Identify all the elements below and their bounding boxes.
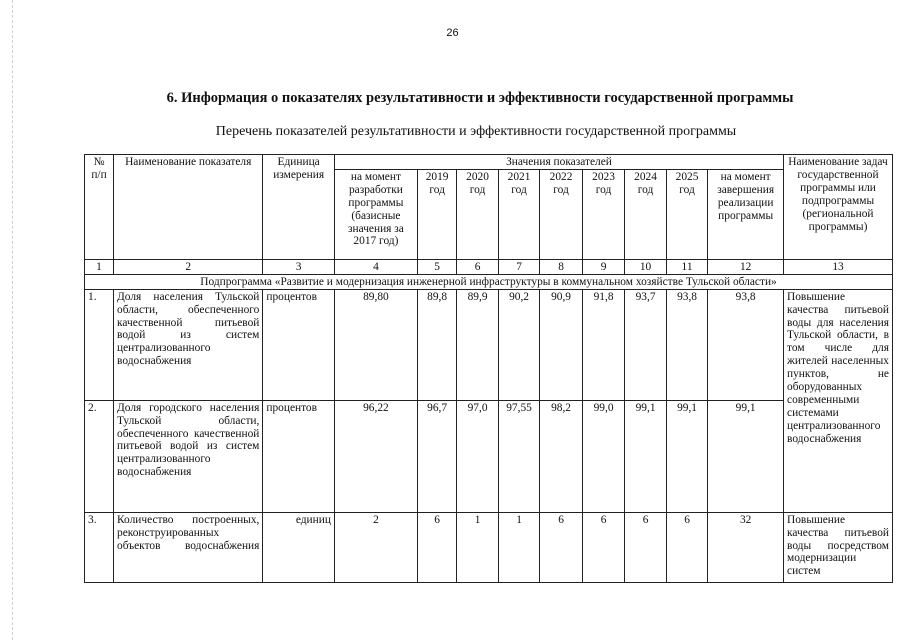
- column-number: 7: [498, 259, 539, 274]
- column-number: 5: [417, 259, 456, 274]
- row-value: 6: [540, 512, 583, 582]
- subprogram-row: [85, 274, 893, 289]
- row-value: 99,1: [625, 400, 666, 512]
- indicators-table: [84, 154, 893, 583]
- header-year: 2020 год: [457, 169, 498, 259]
- header-year: 2022 год: [540, 169, 583, 259]
- row-value: 91,8: [582, 289, 625, 400]
- column-number: 2: [114, 259, 263, 274]
- row-unit: процентов: [263, 289, 335, 400]
- column-number: 6: [457, 259, 498, 274]
- row-indicator-name: Доля населения Тульской области, обеспеченного качественной питьевой водой из систем централизованного водоснабжения: [114, 289, 263, 400]
- row-value: 89,80: [334, 289, 417, 400]
- column-number: 8: [540, 259, 583, 274]
- column-number: 12: [708, 259, 784, 274]
- row-value: 93,8: [666, 289, 707, 400]
- row-value: 98,2: [540, 400, 583, 512]
- row-unit: процентов: [263, 400, 335, 512]
- header-unit: Единица измерения: [263, 155, 335, 260]
- header-year: 2021 год: [498, 169, 539, 259]
- row-indicator-name: Доля городского населения Тульской области, обеспеченного качественной питьевой водой из систем централизованного водоснабжения: [114, 400, 263, 512]
- table-caption: Перечень показателей результативности и эффективности государственной программы: [215, 124, 737, 139]
- row-value: 1: [498, 512, 539, 582]
- column-number: 4: [334, 259, 417, 274]
- header-base: на момент разработки программы (базисные значения за 2017 год): [334, 169, 417, 259]
- header-name: Наименование показателя: [114, 155, 263, 260]
- column-number: 10: [625, 259, 666, 274]
- row-num: 1.: [85, 289, 114, 400]
- header-year: 2019 год: [417, 169, 456, 259]
- row-value: 96,22: [334, 400, 417, 512]
- table-row: [85, 289, 893, 400]
- column-number: 11: [666, 259, 707, 274]
- row-value: 93,8: [708, 289, 784, 400]
- column-number: 1: [85, 259, 114, 274]
- row-task: Повышение качества питьевой воды посредством модернизации систем: [784, 512, 893, 582]
- row-indicator-name: Количество построенных, реконструированных объектов водоснабжения: [114, 512, 263, 582]
- header-year: 2025 год: [666, 169, 707, 259]
- header-year: 2024 год: [625, 169, 666, 259]
- row-value: 6: [417, 512, 456, 582]
- row-value: 90,9: [540, 289, 583, 400]
- header-row-1: [85, 155, 893, 170]
- row-value: 97,0: [457, 400, 498, 512]
- row-value: 99,1: [666, 400, 707, 512]
- subprogram-title: Подпрограмма «Развитие и модернизация инженерной инфраструктуры в коммунальном хозяйстве Тульской области»: [85, 274, 893, 289]
- row-value: 96,7: [417, 400, 456, 512]
- row-value: 6: [582, 512, 625, 582]
- section-heading: 6. Информация о показателях результативности и эффективности государственной программы: [166, 90, 794, 106]
- row-value: 6: [666, 512, 707, 582]
- page-number: 26: [446, 27, 459, 39]
- header-values-group: Значения показателей: [334, 155, 783, 170]
- row-value: 1: [457, 512, 498, 582]
- row-value: 97,55: [498, 400, 539, 512]
- row-value: 32: [708, 512, 784, 582]
- row-num: 2.: [85, 400, 114, 512]
- row-value: 6: [625, 512, 666, 582]
- row-value: 90,2: [498, 289, 539, 400]
- column-numbers-row: [85, 259, 893, 274]
- table-row: [85, 512, 893, 582]
- row-value: 2: [334, 512, 417, 582]
- row-num: 3.: [85, 512, 114, 582]
- row-value: 93,7: [625, 289, 666, 400]
- header-final: на момент завершения реализации программы: [708, 169, 784, 259]
- header-program: Наименование задач государственной программы или подпрограммы (региональной программы): [784, 155, 893, 260]
- column-number: 13: [784, 259, 893, 274]
- row-unit: единиц: [263, 512, 335, 582]
- row-value: 89,9: [457, 289, 498, 400]
- row-value: 99,1: [708, 400, 784, 512]
- row-value: 89,8: [417, 289, 456, 400]
- table-row: [85, 400, 893, 512]
- row-value: 99,0: [582, 400, 625, 512]
- column-number: 9: [582, 259, 625, 274]
- row-task: Повышение качества питьевой воды для населения Тульской области, в том числе для жителей населенных пунктов, не оборудованных современными системами централизованного водоснабжения: [784, 289, 893, 512]
- header-year: 2023 год: [582, 169, 625, 259]
- header-num: № п/п: [85, 155, 114, 260]
- column-number: 3: [263, 259, 335, 274]
